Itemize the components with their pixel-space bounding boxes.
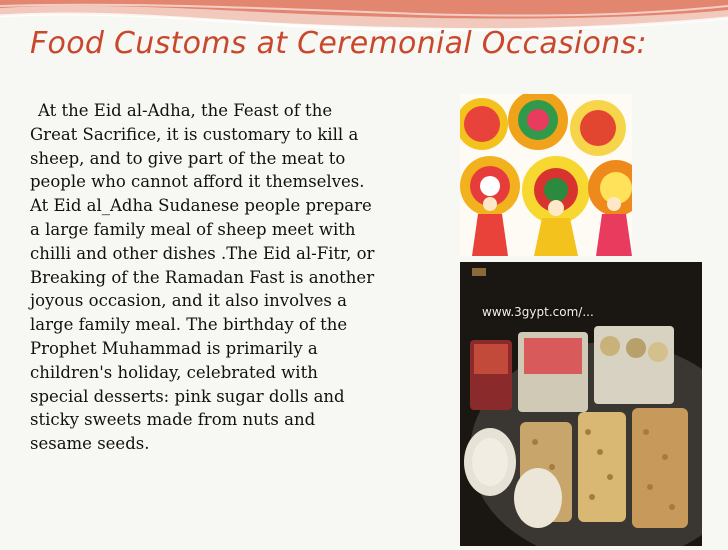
body-line: sesame seeds. [30,434,150,454]
sugar-dolls-photo [460,94,632,256]
slide-title: Food Customs at Ceremonial Occasions: [30,26,647,61]
body-line: sticky sweets made from nuts and [30,410,316,430]
body-line: people who cannot afford it themselves. [30,172,365,192]
body-line: At the Eid al-Adha, the Feast of the [38,101,333,120]
slide-body-text [30,99,460,456]
body-line: children's holiday, celebrated with [30,362,318,382]
body-line: large family meal. The birthday of the [30,315,348,335]
body-line: a large family meal of sheep meet with [30,219,356,239]
body-line: special desserts: pink sugar dolls and [30,386,345,406]
photo-logo [472,268,486,276]
body-line: chilli and other dishes .The Eid al-Fitr, or [30,243,375,263]
body-line: joyous occasion, and it also involves a [30,291,347,311]
body-line: Breaking of the Ramadan Fast is another [30,267,375,287]
body-line: At Eid al_Adha Sudanese people prepare [30,196,372,216]
body-line: Great Sacrifice, it is customary to kill a [30,124,359,144]
body-line: sheep, and to give part of the meat to [30,148,346,168]
photo-watermark: www.3gypt.com/... [482,305,594,319]
body-line: Prophet Muhammad is primarily a [30,338,318,358]
